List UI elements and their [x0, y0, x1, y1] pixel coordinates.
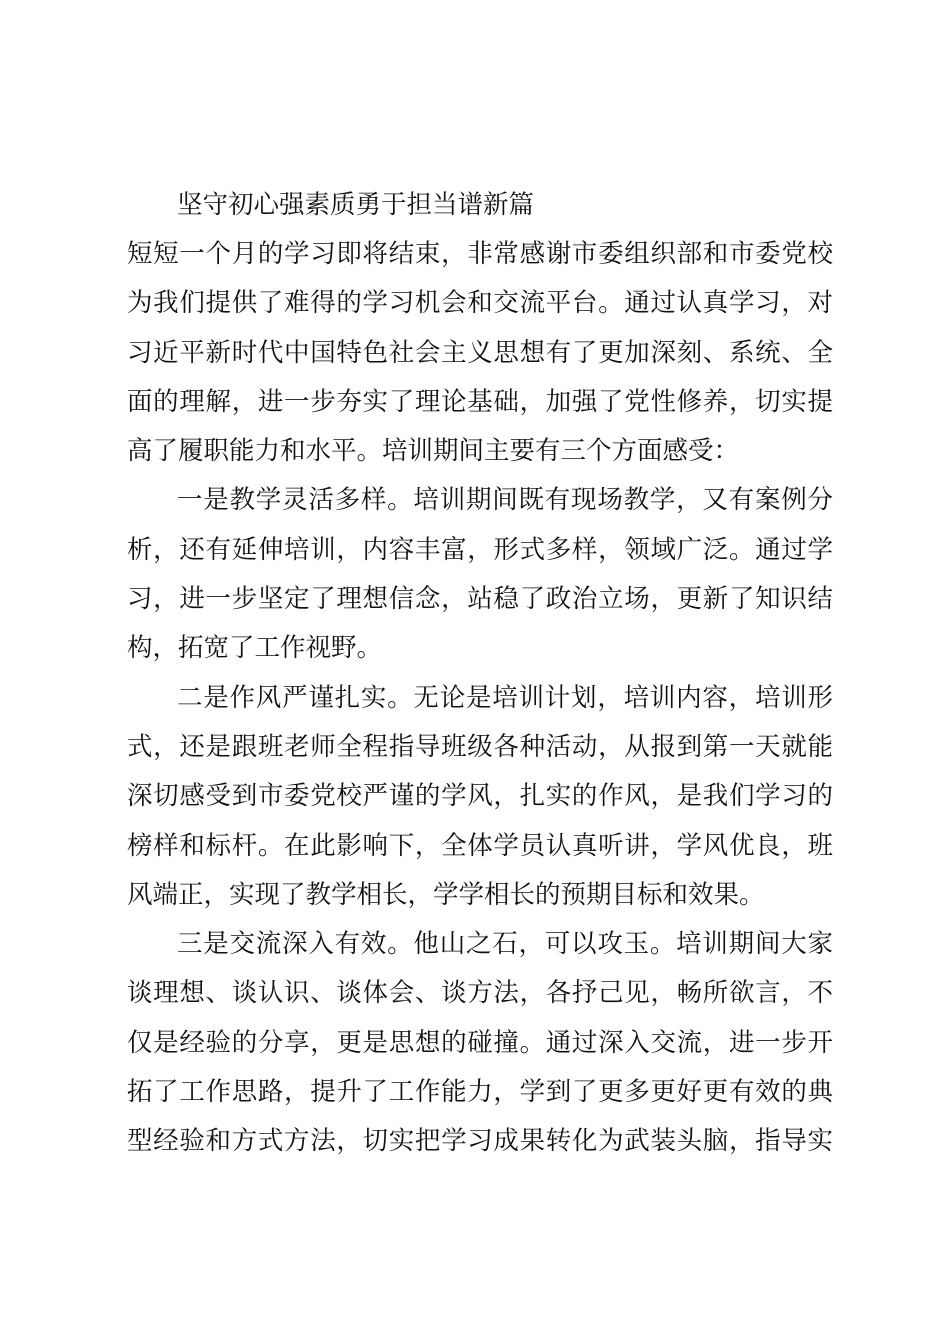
text-line: 构，拓宽了工作视野。 [127, 633, 383, 664]
text-line: 二是作风严谨扎实。无论是培训计划，培训内容，培训形 [177, 682, 833, 713]
document-title: 坚守初心强素质勇于担当谱新篇 [177, 190, 535, 220]
text-line: 榜样和标杆。在此影响下，全体学员认真听讲，学风优良，班 [127, 830, 833, 861]
paragraph-intro [127, 230, 833, 476]
text-line: 式，还是跟班老师全程指导班级各种活动，从报到第一天就能 [127, 731, 833, 762]
paragraph-teaching [127, 476, 833, 673]
text-line: 面的理解，进一步夯实了理论基础，加强了党性修养，切实提 [127, 386, 833, 417]
text-line: 谈理想、谈认识、谈体会、谈方法，各抒己见，畅所欲言，不 [127, 978, 833, 1009]
text-line: 深切感受到市委党校严谨的学风，扎实的作风，是我们学习的 [127, 781, 833, 812]
text-line: 风端正，实现了教学相长，学学相长的预期目标和效果。 [127, 879, 765, 910]
text-line: 为我们提供了难得的学习机会和交流平台。通过认真学习，对 [127, 288, 833, 319]
text-line: 仅是经验的分享，更是思想的碰撞。通过深入交流，进一步开 [127, 1027, 833, 1058]
text-line: 三是交流深入有效。他山之石，可以攻玉。培训期间大家 [177, 929, 833, 960]
text-line: 习近平新时代中国特色社会主义思想有了更加深刻、系统、全 [127, 337, 833, 368]
text-line: 型经验和方式方法，切实把学习成果转化为武装头脑，指导实 [127, 1126, 833, 1157]
text-line: 一是教学灵活多样。培训期间既有现场教学，又有案例分 [177, 485, 833, 516]
paragraph-style [127, 674, 833, 920]
text-line: 高了履职能力和水平。培训期间主要有三个方面感受： [127, 436, 740, 467]
paragraph-exchange [127, 920, 833, 1166]
text-line: 习，进一步坚定了理想信念，站稳了政治立场，更新了知识结 [127, 584, 833, 615]
text-line: 析，还有延伸培训，内容丰富，形式多样，领域广泛。通过学 [127, 534, 833, 565]
document-body [127, 180, 833, 1167]
text-line: 短短一个月的学习即将结束，非常感谢市委组织部和市委党校 [127, 239, 833, 269]
text-line: 拓了工作思路，提升了工作能力，学到了更多更好更有效的典 [127, 1077, 833, 1108]
